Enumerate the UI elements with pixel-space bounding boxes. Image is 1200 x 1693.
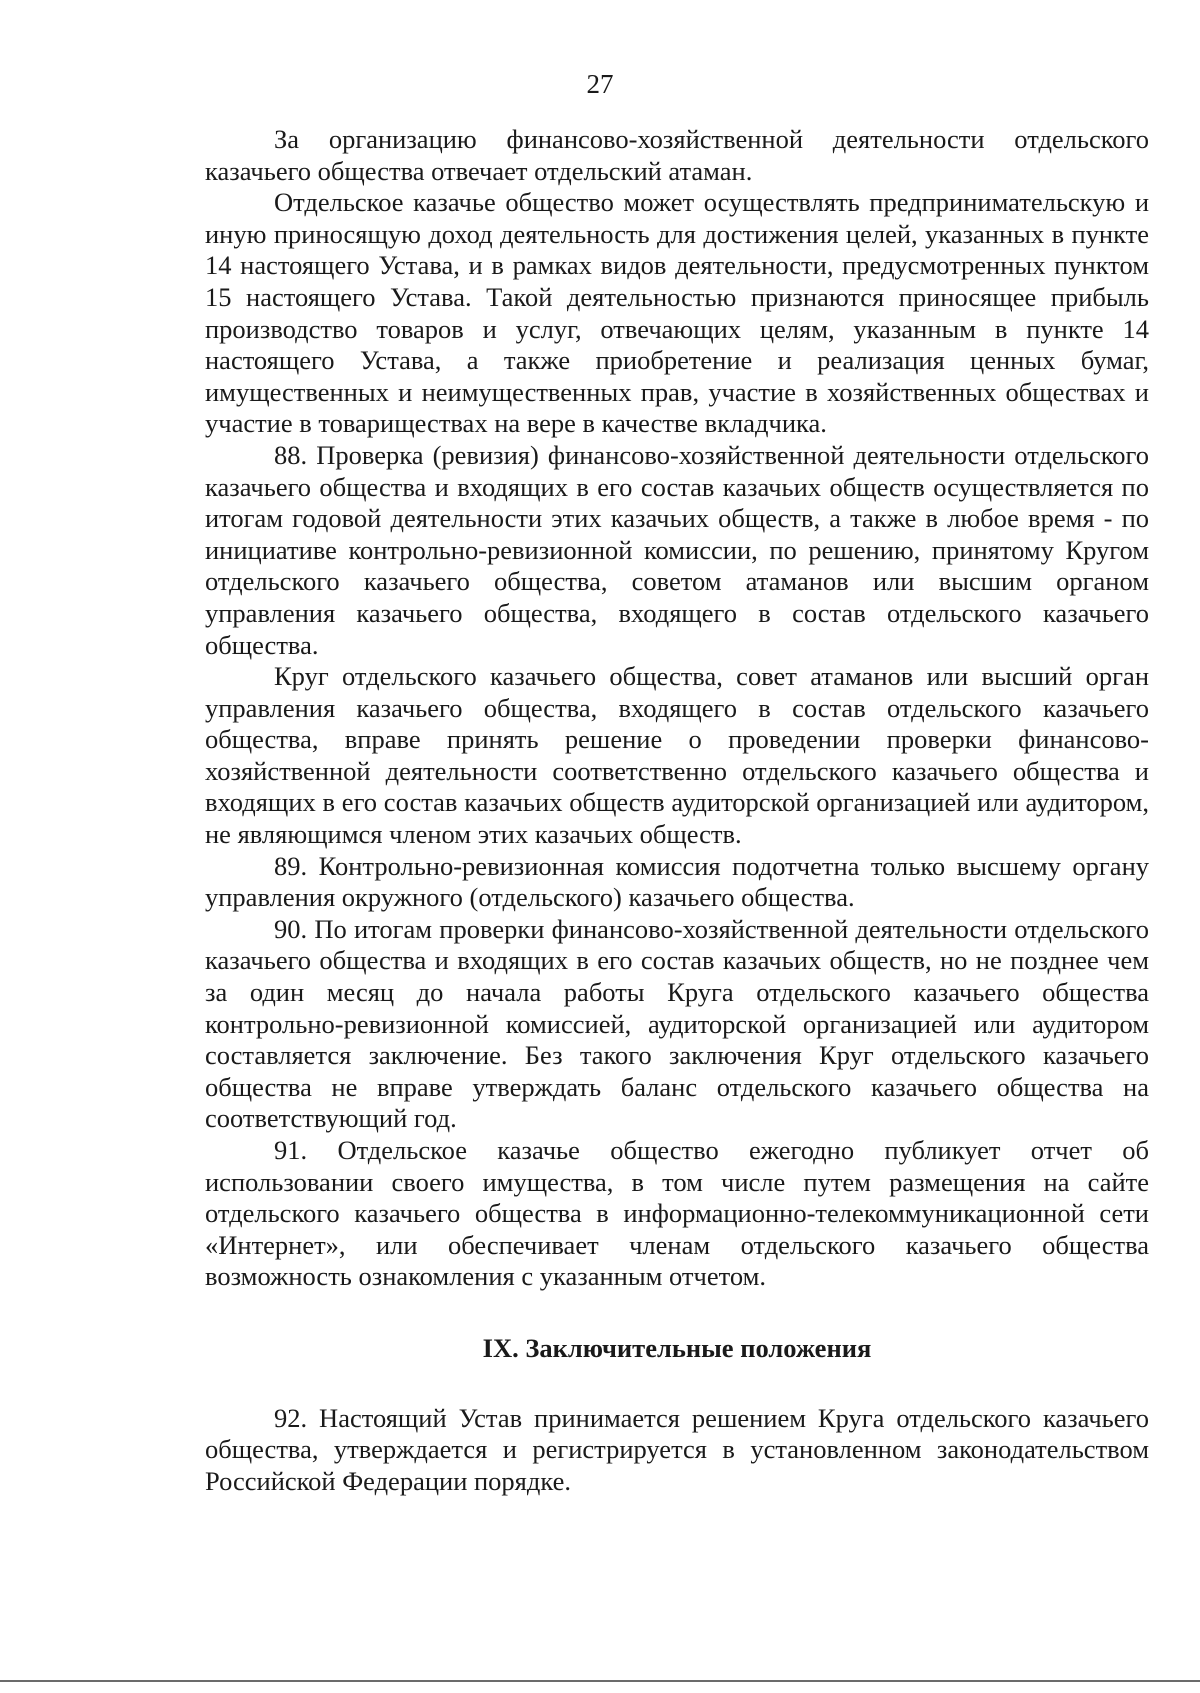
paragraph-92-adoption: 92. Настоящий Устав принимается решением Круга отдельского казачьего общества, утверждается и регистрируется в установленном законодательством Российской Федерации порядке. (205, 1402, 1149, 1496)
paragraph-89-commission: 89. Контрольно-ревизионная комиссия подотчетна только высшему органу управления окружного (отдельского) казачьего общества. (205, 850, 1149, 913)
page-number: 27 (586, 69, 614, 99)
section-heading: IX. Заключительные положения (482, 1332, 872, 1363)
footer-divider (0, 1680, 1200, 1682)
paragraph-financial-responsibility: За организацию финансово-хозяйственной деятельности отдельского казачьего общества отвечает отдельский атаман. (205, 124, 1149, 186)
document-body (205, 124, 1149, 1497)
paragraph-audit-decision: Круг отдельского казачьего общества, совет атаманов или высший орган управления казачьего общества, входящего в состав отдельского казачьего общества, вправе принять решение о проведении проверки финансово-хозяйственной деятельности соответственно отдельского казачьего общества и входящих в его состав казачьих обществ аудиторской организацией или аудитором, не являющимся членом этих казачьих обществ. (205, 661, 1149, 850)
paragraph-91-report: 91. Отдельское казачье общество ежегодно публикует отчет об использовании своего имущества, в том числе путем размещения на сайте отдельского казачьего общества в информационно-телекоммуникационной сети «Интернет», или обеспечивает членам отдельского казачьего общества возможность ознакомления с указанным отчетом. (205, 1135, 1149, 1292)
paragraph-90-conclusion: 90. По итогам проверки финансово-хозяйственной деятельности отдельского казачьего общества и входящих в его состав казачьих обществ, но не позднее чем за один месяц до начала работы Круга отдельского казачьего общества контрольно-ревизионной комиссией, аудиторской организацией или аудитором составляется заключение. Без такого заключения Круг отдельского казачьего общества не вправе утверждать баланс отдельского казачьего общества на соответствующий год. (205, 913, 1149, 1134)
paragraph-88-audit: 88. Проверка (ревизия) финансово-хозяйственной деятельности отдельского казачьего общества и входящих в его состав казачьих обществ осуществляется по итогам годовой деятельности этих казачьих обществ, а также в любое время - по инициативе контрольно-ревизионной комиссии, по решению, принятому Кругом отдельского казачьего общества, советом атаманов или высшим органом управления казачьего общества, входящего в состав отдельского казачьего общества. (205, 439, 1149, 660)
paragraph-business-activity: Отдельское казачье общество может осуществлять предпринимательскую и иную приносящую доход деятельность для достижения целей, указанных в пункте 14 настоящего Устава, и в рамках видов деятельности, предусмотренных пунктом 15 настоящего Устава. Такой деятельностью признаются приносящее прибыль производство товаров и услуг, отвечающих целям, указанным в пункте 14 настоящего Устава, а также приобретение и реализация ценных бумаг, имущественных и неимущественных прав, участие в хозяйственных обществах и участие в товариществах на вере в качестве вкладчика. (205, 187, 1149, 439)
